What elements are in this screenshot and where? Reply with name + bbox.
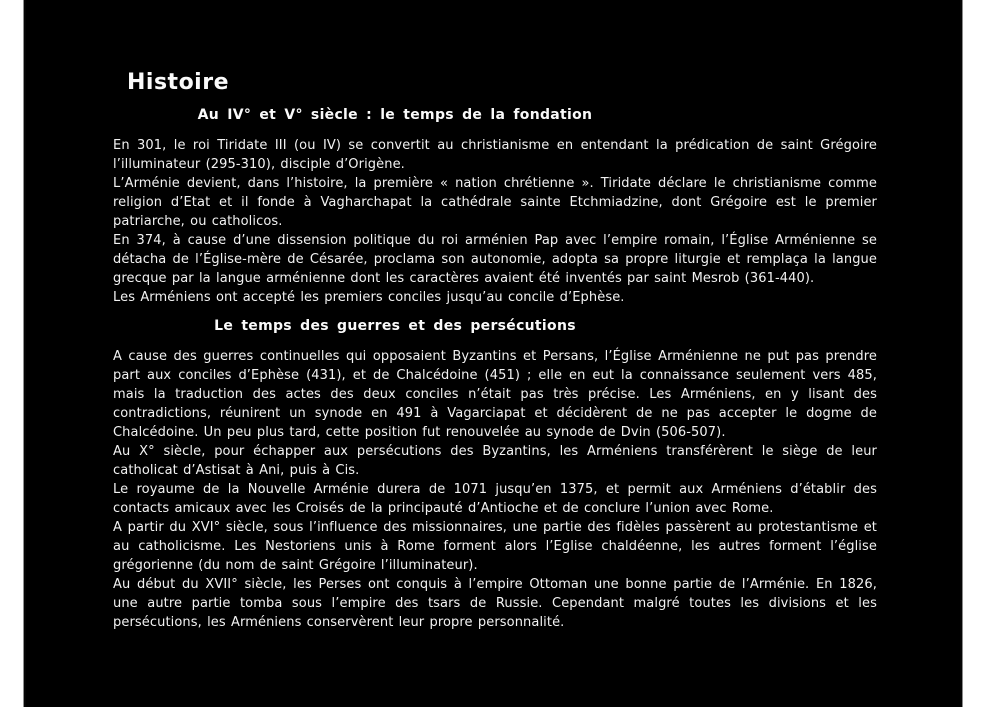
slide-surface bbox=[23, 0, 963, 707]
paragraph-conversion-301: En 301, le roi Tiridate III (ou IV) se convertit au christianisme en entendant la prédication de saint Grégoire l’illuminateur (295-310), disciple d’Origène. bbox=[113, 138, 877, 172]
paragraph-guerres-continuelles: A cause des guerres continuelles qui opposaient Byzantins et Persans, l’Église Arménienne ne put pas prendre part aux conciles d’Ephèse (431), et de Chalcédoine (451) ; elle en eut la connaissance seulement vers 485, mais la traduction des actes des deux conciles n’était pas très précise. Les Arméniens, en y lisant des contradictions, réunirent un synode en 491 à Vagarciapat et décidèrent de ne pas accepter le dogme de Chalcédoine. Un peu plus tard, cette position fut renouvelée au synode de Dvin (506-507). bbox=[113, 349, 877, 440]
paragraph-nouvelle-armenie: Le royaume de la Nouvelle Arménie durera de 1071 jusqu’en 1375, et permit aux Arméniens d’établir des contacts amicaux avec les Croisés de la principauté d’Antioche et de conclure l’union avec Rome. bbox=[113, 482, 877, 516]
paragraph-xe-siecle: Au X° siècle, pour échapper aux persécutions des Byzantins, les Arméniens transférèrent le siège de leur catholicat d’Astisat à Ani, puis à Cis. bbox=[113, 444, 877, 478]
paragraph-dissension-374: En 374, à cause d’une dissension politique du roi arménien Pap avec l’empire romain, l’Église Arménienne se détacha de l’Église-mère de Césarée, proclama son autonomie, adopta sa propre liturgie et remplaça la langue grecque par la langue arménienne dont les caractères avaient été inventés par saint Mesrob (361-440). bbox=[113, 233, 877, 286]
paragraph-nation-chretienne: L’Arménie devient, dans l’histoire, la première « nation chrétienne ». Tiridate déclare le christianisme comme religion d’Etat et il fonde à Vagharchapat la cathédrale sainte Etchmiadzine, dont Grégoire est le premier patriarche, ou catholicos. bbox=[113, 176, 877, 229]
section-heading-guerres: Le temps des guerres et des persécutions bbox=[214, 318, 576, 334]
page-title: Histoire bbox=[127, 70, 229, 95]
paragraph-xviie-siecle: Au début du XVII° siècle, les Perses ont conquis à l’empire Ottoman une bonne partie de l’Arménie. En 1826, une autre partie tomba sous l’empire des tsars de Russie. Cependant malgré toutes les divisions et les persécutions, les Arméniens conservèrent leur propre personnalité. bbox=[113, 577, 877, 630]
paragraph-xvie-siecle: A partir du XVI° siècle, sous l’influence des missionnaires, une partie des fidèles passèrent au protestantisme et au catholicisme. Les Nestoriens unis à Rome forment alors l’Eglise chaldéenne, les autres forment l’église grégorienne (du nom de saint Grégoire l’illuminateur). bbox=[113, 520, 877, 573]
paragraph-conciles-ephese: Les Arméniens ont accepté les premiers conciles jusqu’au concile d’Ephèse. bbox=[113, 290, 625, 305]
section-heading-fondation: Au IV° et V° siècle : le temps de la fondation bbox=[197, 107, 593, 123]
section-guerres-persecutions bbox=[113, 317, 877, 632]
section-fondation bbox=[113, 106, 877, 307]
